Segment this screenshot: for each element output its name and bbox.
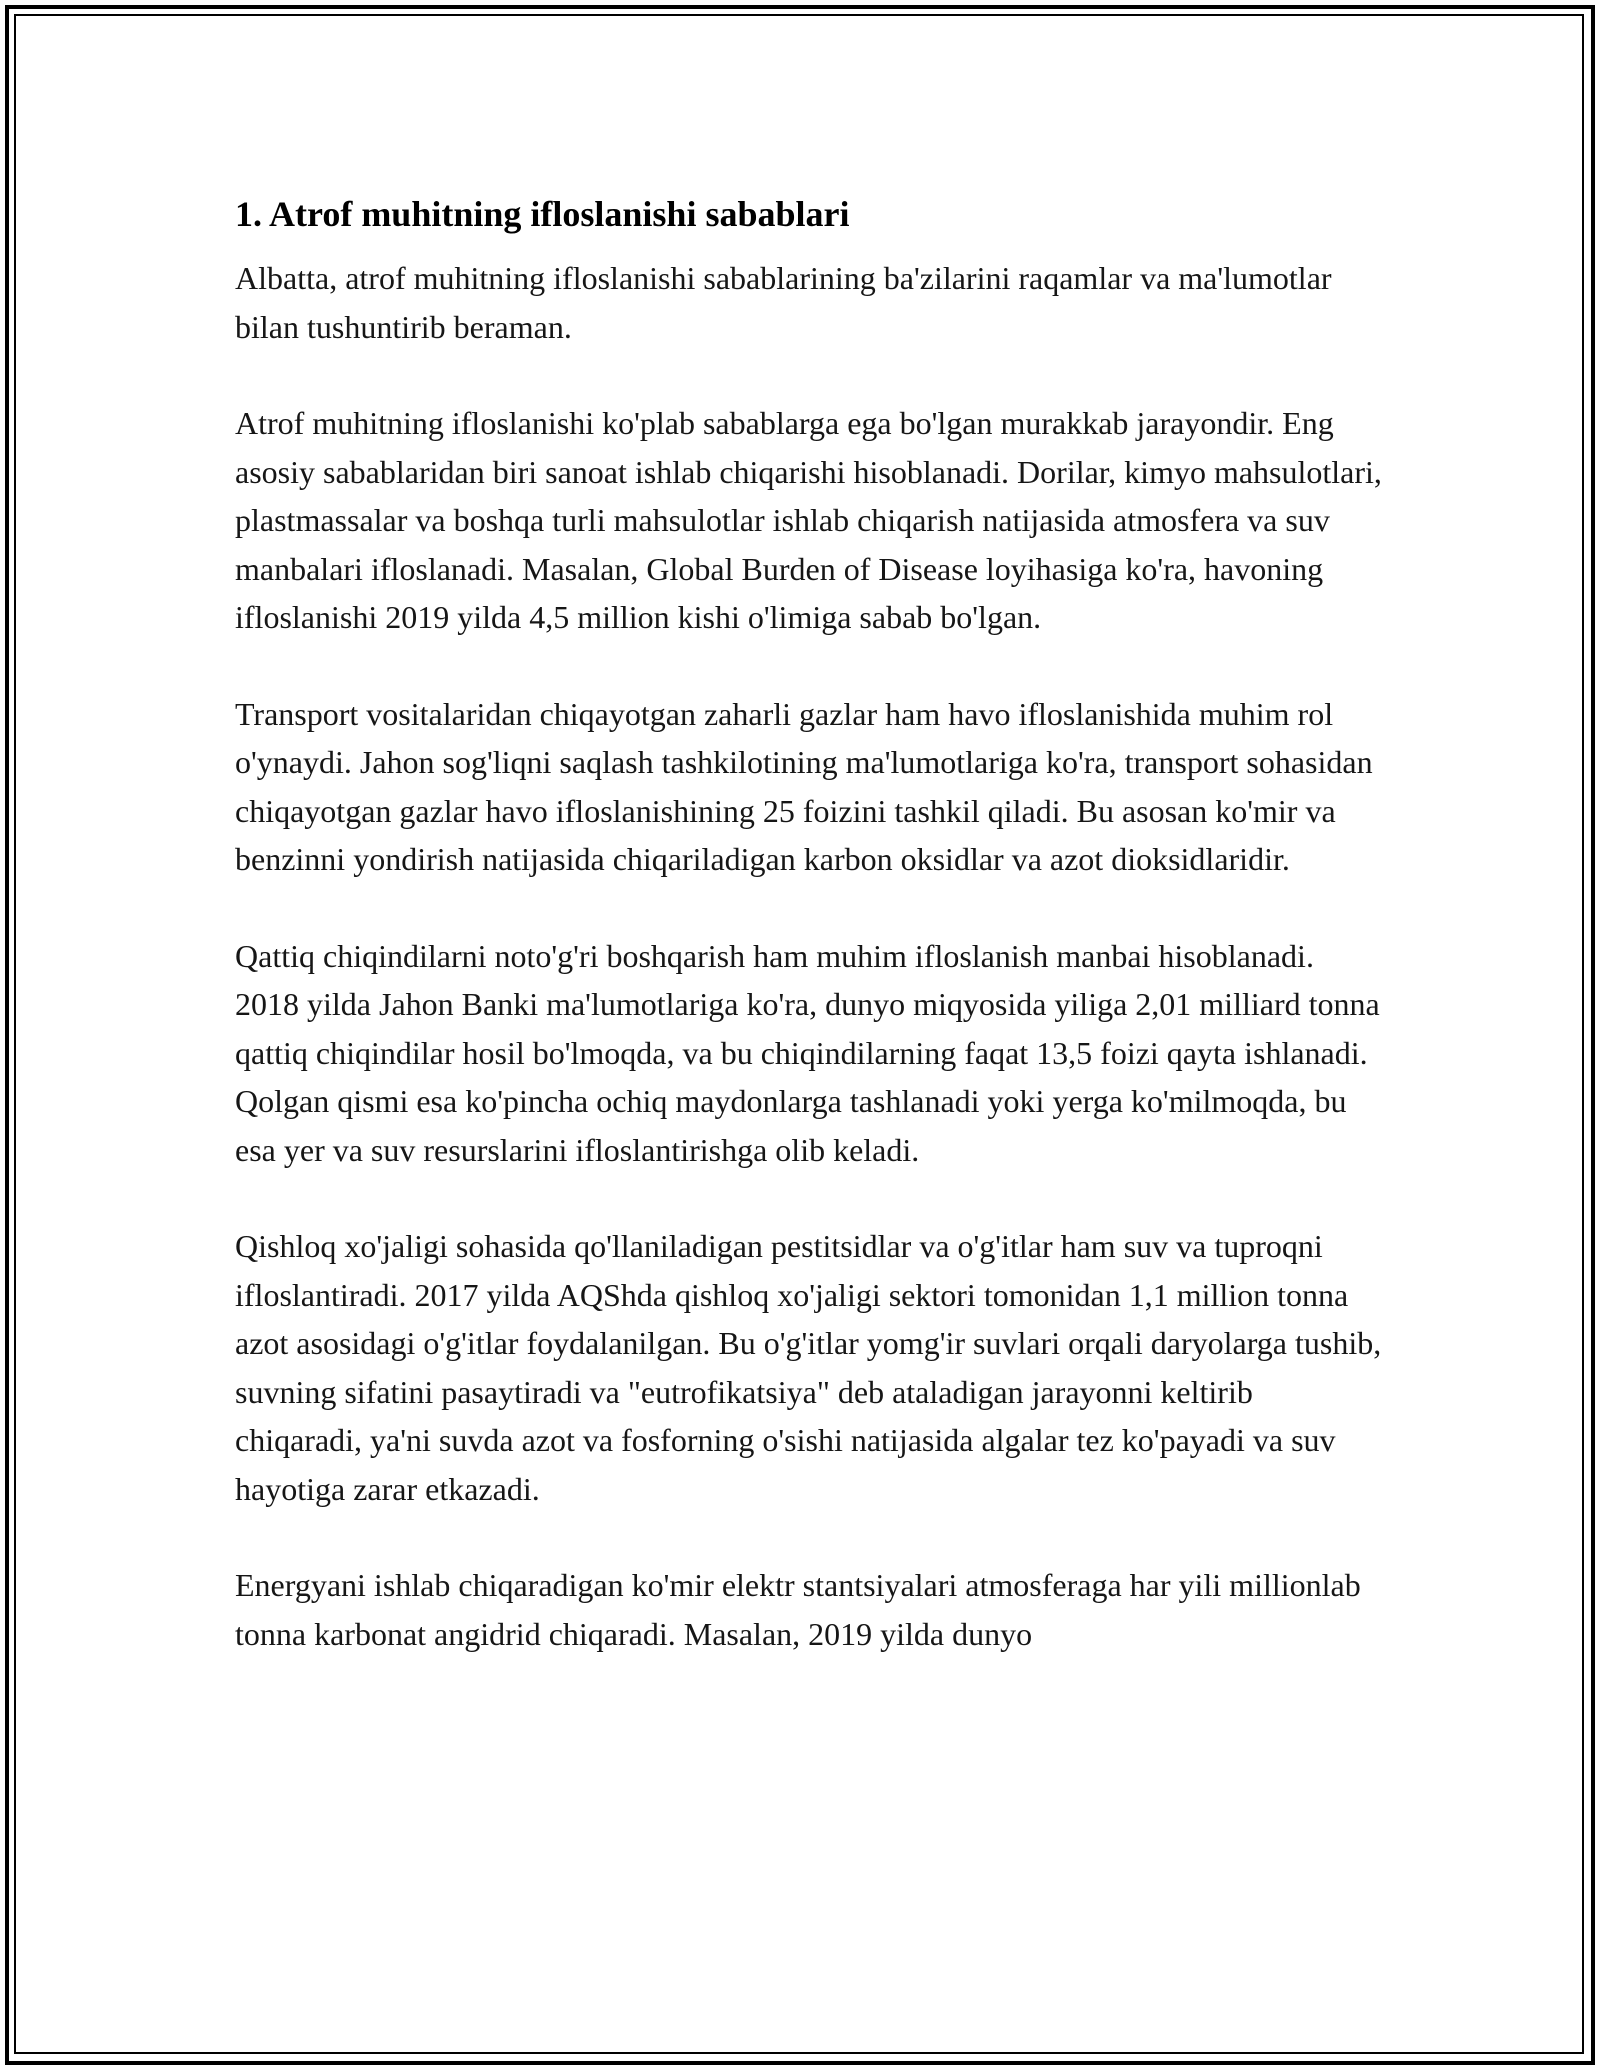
paragraph-transport: Transport vositalaridan chiqayotgan zaharli gazlar ham havo ifloslanishida muhim rol o'ynaydi. Jahon sog'liqni saqlash tashkilotining ma'lumotlariga ko'ra, transport sohasidan chiqayotgan gazlar havo ifloslanishining 25 foizini tashkil qiladi. Bu asosan ko'mir va benzinni yondirish natijasida chiqariladigan karbon oksidlar va azot dioksidlaridir.: [235, 695, 1373, 877]
document-body: [235, 188, 1385, 1658]
paragraph-intro: Albatta, atrof muhitning ifloslanishi sabablarining ba'zilarini raqamlar va ma'lumotlar bilan tushuntirib beraman.: [235, 260, 1332, 345]
paragraph-solid-waste: Qattiq chiqindilarni noto'g'ri boshqarish ham muhim ifloslanish manbai hisoblanadi. 2018 yilda Jahon Banki ma'lumotlariga ko'ra, dunyo miqyosida yiliga 2,01 milliard tonna qattiq chiqindilar hosil bo'lmoqda, va bu chiqindilarning faqat 13,5 foizi qayta ishlanadi. Qolgan qismi esa ko'pincha ochiq maydonlarga tashlanadi yoki yerga ko'milmoqda, bu esa yer va suv resurslarini ifloslantirishga olib keladi.: [235, 937, 1380, 1168]
paragraph-agriculture: Qishloq xo'jaligi sohasida qo'llaniladigan pestitsidlar va o'g'itlar ham suv va tuproqni ifloslantiradi. 2017 yilda AQShda qishloq xo'jaligi sektori tomonidan 1,1 million tonna azot asosidagi o'g'itlar foydalanilgan. Bu o'g'itlar yomg'ir suvlari orqali daryolarga tushib, suvning sifatini pasaytiradi va "eutrofikatsiya" deb ataladigan jarayonni keltirib chiqaradi, ya'ni suvda azot va fosforning o'sishi natijasida algalar tez ko'payadi va suv hayotiga zarar etkazadi.: [235, 1228, 1382, 1507]
section-heading: 1. Atrof muhitning ifloslanishi sabablari: [235, 194, 850, 234]
paragraph-energy: Energyani ishlab chiqaradigan ko'mir elektr stantsiyalari atmosferaga har yili millionlab tonna karbonat angidrid chiqaradi. Masalan, 2019 yilda dunyo: [235, 1567, 1361, 1652]
paragraph-industry: Atrof muhitning ifloslanishi ko'plab sabablarga ega bo'lgan murakkab jarayondir. Eng asosiy sabablaridan biri sanoat ishlab chiqarishi hisoblanadi. Dorilar, kimyo mahsulotlari, plastmassalar va boshqa turli mahsulotlar ishlab chiqarish natijasida atmosfera va suv manbalari ifloslanadi. Masalan, Global Burden of Disease loyihasiga ko'ra, havoning ifloslanishi 2019 yilda 4,5 million kishi o'limiga sabab bo'lgan.: [235, 405, 1382, 635]
